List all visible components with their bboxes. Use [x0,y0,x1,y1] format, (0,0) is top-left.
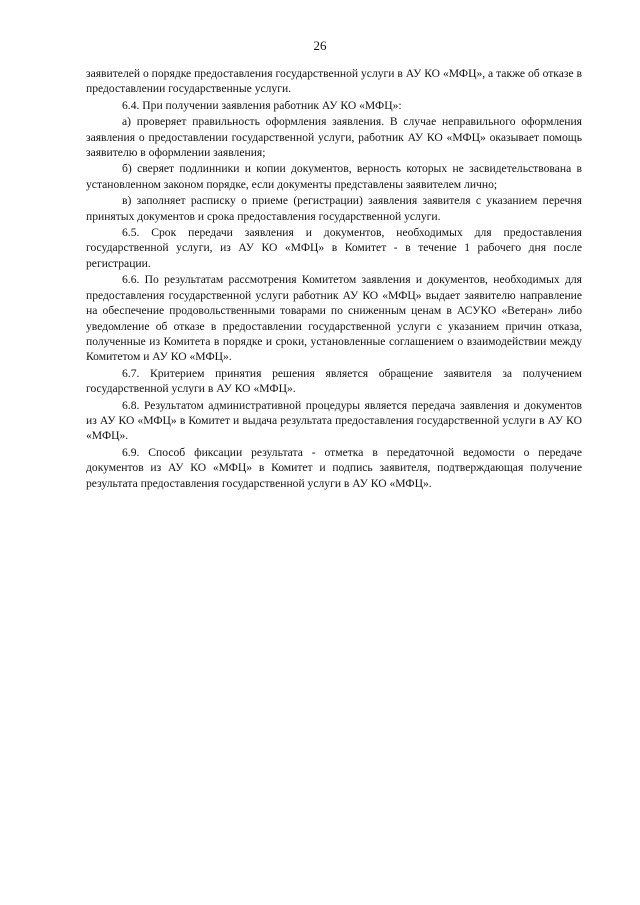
paragraph-6-8: 6.8. Результатом административной процедуры является передача заявления и документов из АУ КО «МФЦ» в Комитет и выдача результата предоставления государственной услуги в АУ КО «МФЦ». [86,398,582,443]
paragraph-6-4-a: а) проверяет правильность оформления заявления. В случае неправильного оформления заявления о предоставлении государственной услуги, работник АУ КО «МФЦ» оказывает помощь заявителю в оформлении заявления; [86,115,582,160]
document-body [86,66,582,491]
paragraph-6-4-c: в) заполняет расписку о приеме (регистрации) заявления заявителя с указанием перечня принятых документов и срока предоставления государственной услуги. [86,194,582,223]
paragraph-6-9: 6.9. Способ фиксации результата - отметка в передаточной ведомости о передаче документов из АУ КО «МФЦ» в Комитет и подпись заявителя, подтверждающая получение результата предоставления государственной услуги в АУ КО «МФЦ». [86,445,582,490]
paragraph-6-5: 6.5. Срок передачи заявления и документов, необходимых для предоставления государственной услуги, из АУ КО «МФЦ» в Комитет - в течение 1 рабочего дня после регистрации. [86,226,582,270]
paragraph-6-4-b: б) сверяет подлинники и копии документов, верность которых не засвидетельствована в установленном законом порядке, если документы представлены заявителем лично; [86,162,582,191]
paragraph-continuation: заявителей о порядке предоставления государственной услуги в АУ КО «МФЦ», а также об отказе в предоставлении государственные услуги. [86,67,582,96]
paragraph-6-6: 6.6. По результатам рассмотрения Комитетом заявления и документов, необходимых для предоставления государственной услуги работник АУ КО «МФЦ» выдает заявителю направление на обеспечение продовольственными товарами по сниженным ценам в АСУКО «Ветеран» либо уведомление об отказе в предоставлении государственной услуги с указанием причин отказа, полученные из Комитета в порядке и сроки, установленные соглашением о взаимодействии между Комитетом и АУ КО «МФЦ». [86,273,582,364]
paragraph-6-7: 6.7. Критерием принятия решения является обращение заявителя за получением государственной услуги в АУ КО «МФЦ». [86,366,582,396]
paragraph-6-4: 6.4. При получении заявления работник АУ КО «МФЦ»: [122,98,402,112]
page-number: 26 [313,38,327,53]
